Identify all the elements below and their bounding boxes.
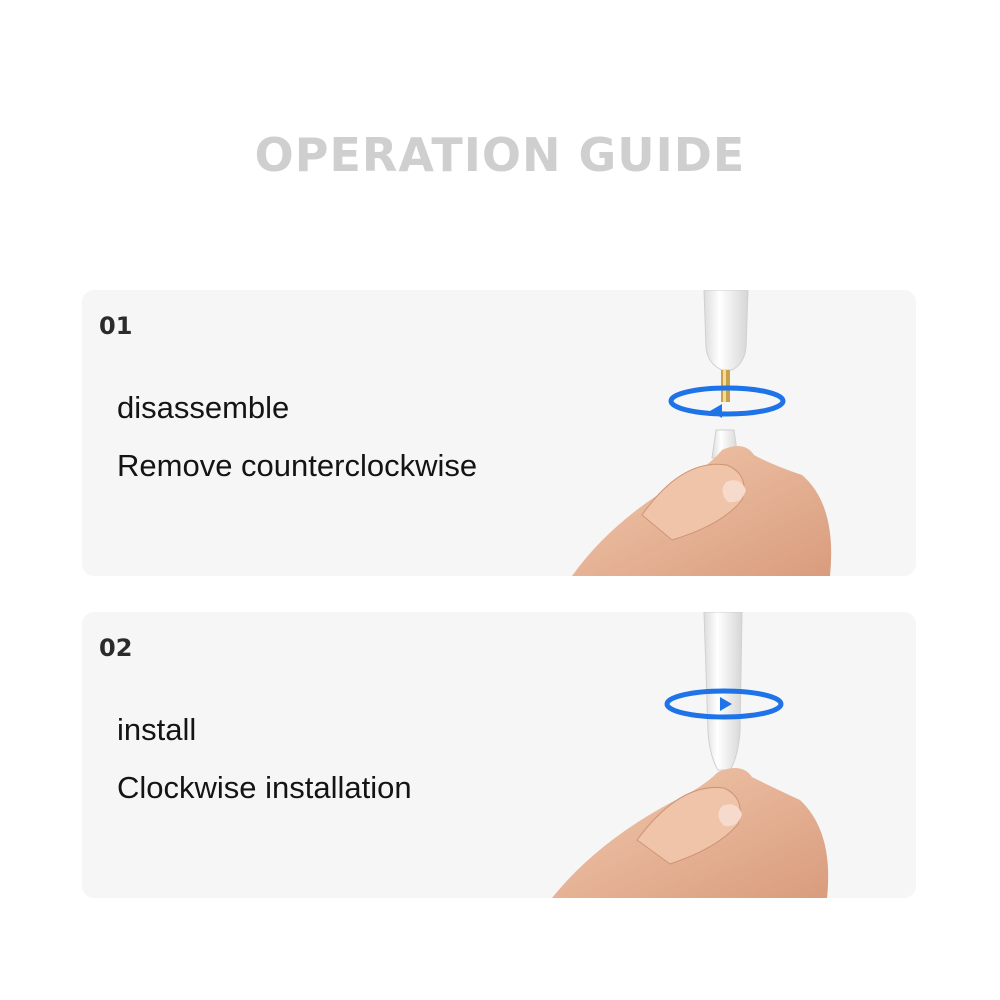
step-number: 01: [99, 312, 133, 340]
step-description: Remove counterclockwise: [117, 448, 478, 483]
pen-tip-install-illustration: [82, 612, 916, 898]
step-number: 02: [99, 634, 133, 662]
step-action: disassemble: [117, 390, 290, 425]
step-card-1: [82, 290, 916, 576]
pen-tip-removal-illustration: [82, 290, 916, 576]
page-title: OPERATION GUIDE: [254, 128, 746, 182]
step-action: install: [117, 712, 197, 747]
step-description: Clockwise installation: [117, 770, 412, 805]
step-card-2: [82, 612, 916, 898]
